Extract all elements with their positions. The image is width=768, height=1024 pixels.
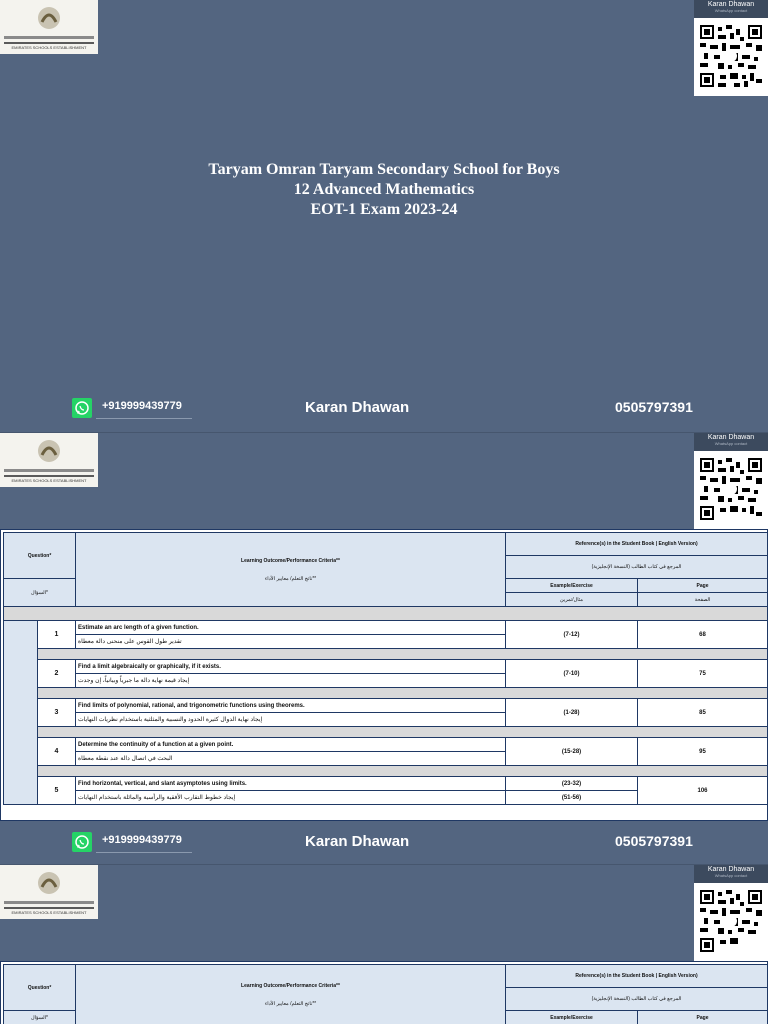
qr-header	[694, 0, 768, 18]
logo-caption: EMIRATES SCHOOLS ESTABLISHMENT	[11, 478, 87, 483]
course-name: 12 Advanced Mathematics	[293, 181, 475, 198]
qr-card	[694, 865, 768, 961]
contact-name: Karan Dhawan	[305, 833, 410, 850]
row-separator	[38, 688, 768, 699]
header-reference-ar: المرجع في كتاب الطالب (النسخة الإنجليزية)	[506, 988, 768, 1011]
reference-page: 68	[638, 621, 768, 649]
question-number: 3	[38, 699, 76, 727]
qr-name: Karan Dhawan	[707, 1, 755, 8]
outcome-en: Find horizontal, vertical, and slant asymptotes using limits.	[76, 777, 506, 791]
ese-logo	[0, 0, 98, 54]
reference-exercises: (23-32)	[506, 777, 638, 791]
slide-title	[0, 0, 768, 432]
header-outcome	[76, 533, 506, 607]
slide-table-continued	[0, 864, 768, 1024]
logo-divider	[4, 907, 94, 909]
school-name: Taryam Omran Taryam Secondary School for Boys	[208, 161, 560, 178]
header-question: Question*	[4, 965, 76, 1011]
whatsapp-phone: +919999439779	[102, 834, 182, 846]
phone-underline	[96, 418, 192, 419]
outcomes-table	[0, 529, 768, 821]
header-page: Page	[638, 1011, 768, 1024]
outcome-ar: إيجاد خطوط التقارب الأفقية والرأسية والمائلة باستخدام النهايات	[76, 791, 506, 805]
row-separator	[38, 766, 768, 777]
outcome-en: Estimate an arc length of a given function.	[76, 621, 506, 635]
outcome-ar: إيجاد قيمة نهاية دالة ما جبرياً وبيانياً، إن وجدت	[76, 674, 506, 688]
slide-table	[0, 432, 768, 864]
contact-number: 0505797391	[615, 833, 693, 849]
reference-exercises: (15-28)	[506, 738, 638, 766]
header-outcome-ar: ناتج التعلم/ معايير الأداء**	[264, 575, 317, 582]
question-number: 5	[38, 777, 76, 805]
question-number: 2	[38, 660, 76, 688]
qr-code-icon	[700, 22, 762, 90]
contact-footer	[0, 396, 768, 424]
header-example-ar: مثال/تمرين	[506, 593, 638, 607]
logo-mark-icon	[34, 437, 64, 465]
ese-logo	[0, 433, 98, 487]
row-separator	[38, 727, 768, 738]
reference-page: 95	[638, 738, 768, 766]
contact-footer	[0, 830, 768, 858]
whatsapp-icon	[72, 832, 92, 852]
header-page-ar: الصفحة	[638, 593, 768, 607]
qr-header	[694, 433, 768, 451]
header-example: Example/Exercise	[506, 579, 638, 593]
qr-subtitle: WhatsApp contact	[714, 441, 748, 446]
qr-card	[694, 433, 768, 529]
qr-code-icon	[700, 887, 762, 955]
reference-exercises: (7-10)	[506, 660, 638, 688]
reference-page: 85	[638, 699, 768, 727]
logo-arabic-text	[4, 36, 94, 39]
qr-subtitle: WhatsApp contact	[714, 873, 748, 878]
qr-code-icon	[700, 455, 762, 523]
reference-exercises: (1-28)	[506, 699, 638, 727]
header-outcome-en: Learning Outcome/Performance Criteria**	[241, 557, 340, 564]
phone-underline	[96, 852, 192, 853]
logo-divider	[4, 42, 94, 44]
whatsapp-icon	[72, 398, 92, 418]
header-outcome-en: Learning Outcome/Performance Criteria**	[241, 982, 340, 989]
header-reference: Reference(s) in the Student Book | English Version)	[506, 965, 768, 988]
outcome-en: Find a limit algebraically or graphically, if it exists.	[76, 660, 506, 674]
header-page: Page	[638, 579, 768, 593]
header-outcome	[76, 965, 506, 1024]
header-reference: Reference(s) in the Student Book | English Version)	[506, 533, 768, 556]
outcomes-table-partial	[0, 961, 768, 1024]
qr-name: Karan Dhawan	[707, 866, 755, 873]
section-column	[4, 621, 38, 805]
logo-divider	[4, 475, 94, 477]
header-outcome-ar: ناتج التعلم/ معايير الأداء**	[264, 1000, 317, 1007]
reference-exercises: (7-12)	[506, 621, 638, 649]
logo-caption: EMIRATES SCHOOLS ESTABLISHMENT	[11, 45, 87, 50]
ese-logo	[0, 865, 98, 919]
logo-caption: EMIRATES SCHOOLS ESTABLISHMENT	[11, 910, 87, 915]
outcome-en: Find limits of polynomial, rational, and trigonometric functions using theorems.	[76, 699, 506, 713]
contact-number: 0505797391	[615, 399, 693, 415]
reference-exercises-2: (51-56)	[506, 791, 638, 805]
outcome-en: Determine the continuity of a function at a given point.	[76, 738, 506, 752]
outcome-ar: البحث في اتصال دالة عند نقطة معطاة	[76, 752, 506, 766]
outcome-ar: تقدير طول القوس على منحنى دالة معطاة	[76, 635, 506, 649]
row-separator	[4, 607, 768, 621]
question-number: 1	[38, 621, 76, 649]
qr-subtitle: WhatsApp contact	[714, 8, 748, 13]
question-number: 4	[38, 738, 76, 766]
logo-arabic-text	[4, 469, 94, 472]
qr-header	[694, 865, 768, 883]
header-reference-ar: المرجع في كتاب الطالب (النسخة الإنجليزية)	[506, 556, 768, 579]
header-question: Question*	[4, 533, 76, 579]
header-question-ar: السؤال*	[4, 1011, 76, 1024]
exam-name: EOT-1 Exam 2023-24	[310, 201, 458, 218]
whatsapp-phone: +919999439779	[102, 400, 182, 412]
header-example: Example/Exercise	[506, 1011, 638, 1024]
qr-name: Karan Dhawan	[707, 434, 755, 441]
row-separator	[38, 649, 768, 660]
reference-page: 75	[638, 660, 768, 688]
logo-mark-icon	[34, 869, 64, 897]
qr-card	[694, 0, 768, 96]
outcome-ar: إيجاد نهاية الدوال كثيرة الحدود والنسبية والمثلثية باستخدام نظريات النهايات	[76, 713, 506, 727]
contact-name: Karan Dhawan	[305, 399, 410, 416]
document-title	[0, 160, 768, 220]
reference-page: 106	[638, 777, 768, 805]
logo-mark-icon	[34, 4, 64, 32]
logo-arabic-text	[4, 901, 94, 904]
header-question-ar: السؤال*	[4, 579, 76, 607]
